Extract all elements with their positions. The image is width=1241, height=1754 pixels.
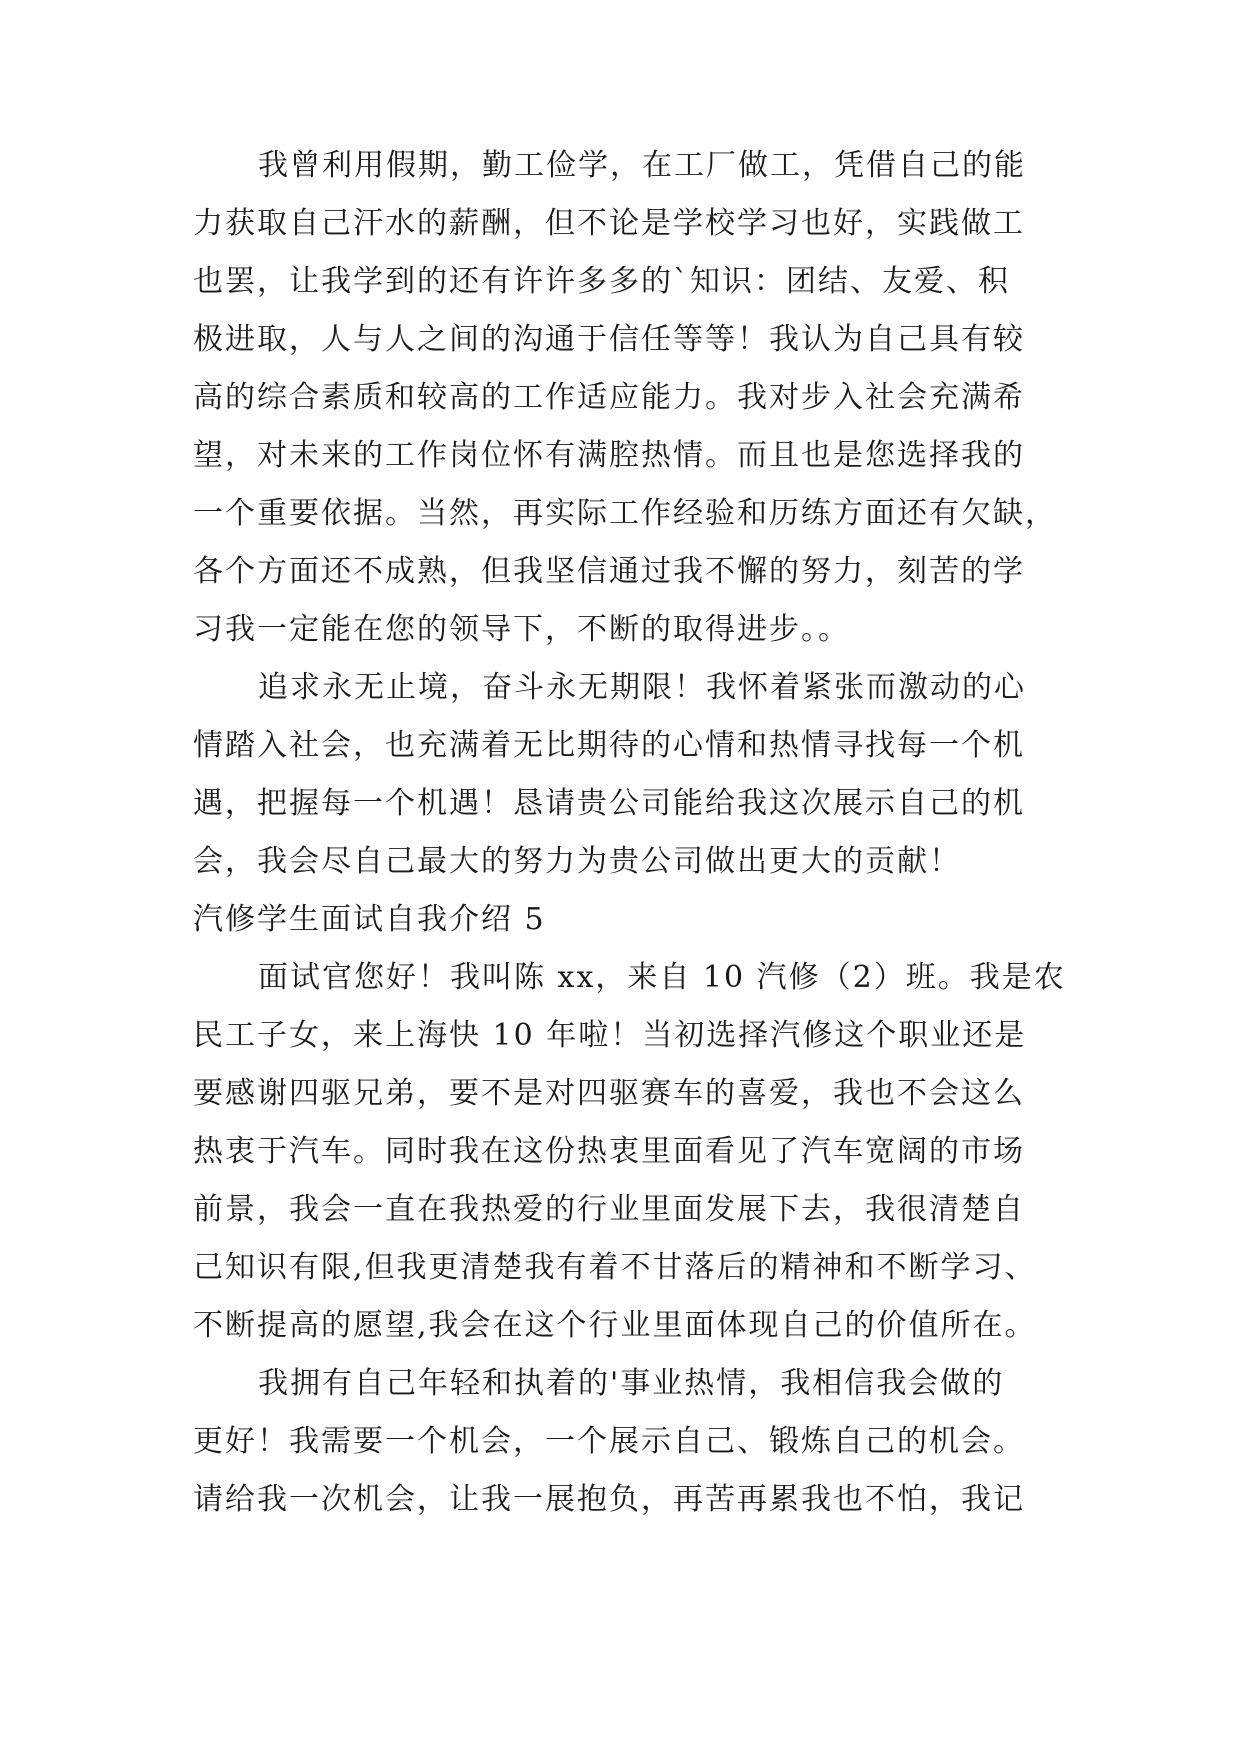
text-line: 高的综合素质和较高的工作适应能力。我对步入社会充满希 — [193, 380, 1025, 415]
text-line: 极进取，人与人之间的沟通于信任等等！我认为自己具有较 — [193, 322, 1025, 357]
text-line: 面试官您好！我叫陈 xx，来自 10 汽修（2）班。我是农 — [258, 960, 1066, 995]
text-line: 不断提高的愿望,我会在这个行业里面体现自己的价值所在。 — [193, 1308, 1037, 1343]
text-line: 前景，我会一直在我热爱的行业里面发展下去，我很清楚自 — [193, 1192, 1025, 1227]
text-line: 追求永无止境，奋斗永无期限！我怀着紧张而激动的心 — [258, 670, 1026, 705]
text-line: 情踏入社会，也充满着无比期待的心情和热情寻找每一个机 — [193, 728, 1025, 763]
text-line: 己知识有限,但我更清楚我有着不甘落后的精神和不断学习、 — [193, 1250, 1037, 1285]
text-line: 也罢，让我学到的还有许许多多的`知识：团结、友爱、积 — [193, 264, 1010, 299]
text-line: 力获取自己汗水的薪酬，但不论是学校学习也好，实践做工 — [193, 206, 1025, 241]
text-line: 我拥有自己年轻和执着的'事业热情，我相信我会做的 — [258, 1366, 1005, 1401]
text-line: 要感谢四驱兄弟，要不是对四驱赛车的喜爱，我也不会这么 — [193, 1076, 1025, 1111]
section-heading: 汽修学生面试自我介绍 5 — [193, 902, 546, 937]
text-line: 遇，把握每一个机遇！恳请贵公司能给我这次展示自己的机 — [193, 786, 1025, 821]
text-line: 请给我一次机会，让我一展抱负，再苦再累我也不怕，我记 — [193, 1482, 1025, 1517]
text-line: 我曾利用假期，勤工俭学，在工厂做工，凭借自己的能 — [258, 148, 1026, 183]
text-line: 习我一定能在您的领导下，不断的取得进步。。 — [193, 612, 850, 647]
text-line: 一个重要依据。当然，再实际工作经验和历练方面还有欠缺， — [193, 496, 1057, 531]
text-line: 民工子女，来上海快 10 年啦！当初选择汽修这个职业还是 — [193, 1018, 1027, 1053]
text-line: 各个方面还不成熟，但我坚信通过我不懈的努力，刻苦的学 — [193, 554, 1025, 589]
text-line: 会，我会尽自己最大的努力为贵公司做出更大的贡献！ — [193, 844, 961, 879]
text-line: 更好！我需要一个机会，一个展示自己、锻炼自己的机会。 — [193, 1424, 1025, 1459]
text-line: 望，对未来的工作岗位怀有满腔热情。而且也是您选择我的 — [193, 438, 1025, 473]
text-line: 热衷于汽车。同时我在这份热衷里面看见了汽车宽阔的市场 — [193, 1134, 1025, 1169]
